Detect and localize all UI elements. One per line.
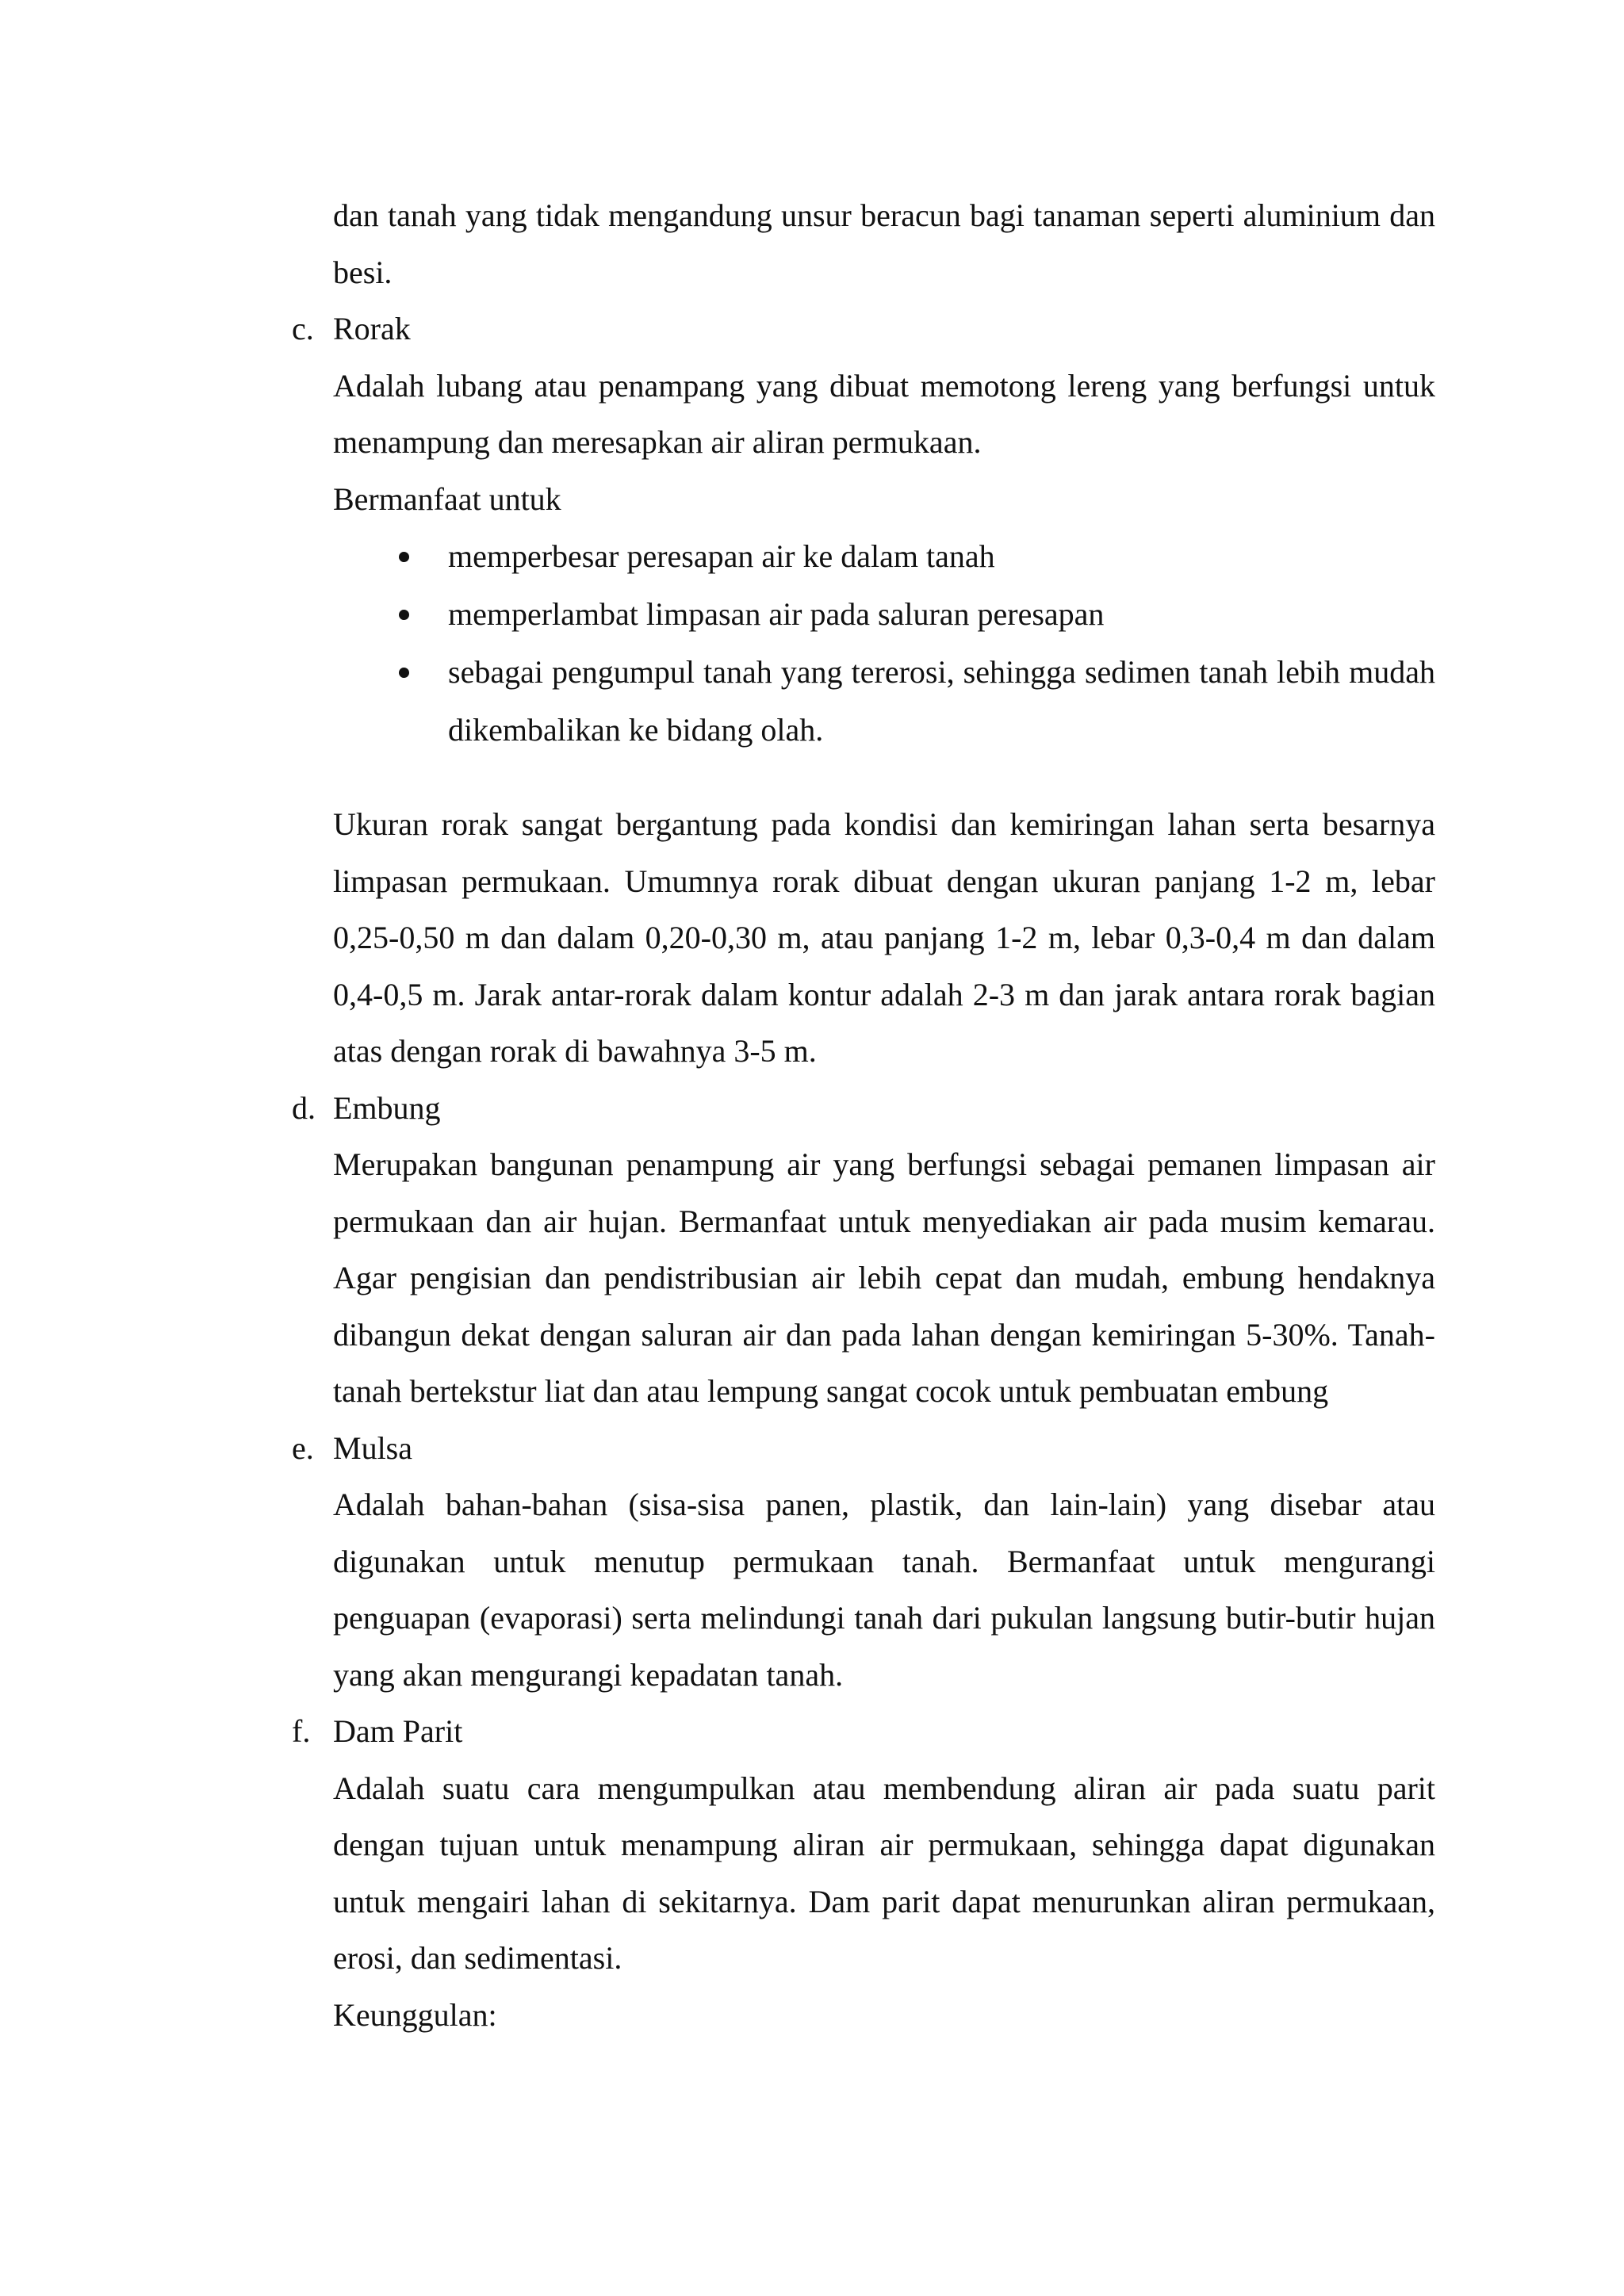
section-title: Dam Parit [333, 1713, 463, 1749]
mulsa-paragraph: Adalah bahan-bahan (sisa-sisa panen, plastik, dan lain-lain) yang disebar atau digunakan untuk menutup permukaan tanah. Bermanfaat untuk mengurangi penguapan (evaporasi) serta melindungi tanah dari pukulan langsung butir-butir hujan yang akan mengurangi kepadatan tanah. [333, 1487, 1435, 1693]
section-title: Mulsa [333, 1429, 412, 1466]
rorak-size-paragraph: Ukuran rorak sangat bergantung pada kondisi dan kemiringan lahan serta besarnya limpasan permukaan. Umumnya rorak dibuat dengan ukuran panjang 1-2 m, lebar 0,25-0,50 m dan dalam 0,20-0,30 m, atau panjang 1-2 m, lebar 0,3-0,4 m dan dalam 0,4-0,5 m. Jarak antar-rorak dalam kontur adalah 2-3 m dan jarak antara rorak bagian atas dengan rorak di bawahnya 3-5 m. [333, 806, 1435, 1069]
section-heading-dam-parit [292, 1703, 1435, 1760]
section-marker: f. [292, 1713, 311, 1749]
bullet-icon [399, 668, 409, 678]
section-heading-rorak [292, 300, 1435, 358]
continuation-paragraph: dan tanah yang tidak mengandung unsur beracun bagi tanaman seperti aluminium dan besi. [333, 197, 1435, 290]
section-marker: e. [292, 1429, 314, 1466]
section-title: Embung [333, 1089, 441, 1126]
bullet-icon [399, 552, 409, 562]
bullet-icon [399, 610, 409, 620]
section-heading-mulsa [292, 1420, 1435, 1477]
rorak-benefits-list [333, 527, 1435, 759]
dam-parit-paragraph: Adalah suatu cara mengumpulkan atau membendung aliran air pada suatu parit dengan tujuan untuk menampung aliran air permukaan, sehingga dapat digunakan untuk mengairi lahan di sekitarnya. Dam parit dapat menurunkan aliran permukaan, erosi, dan sedimentasi. [333, 1770, 1435, 1976]
dam-parit-advantages-label: Keunggulan: [333, 1996, 497, 2033]
page-content [292, 187, 1435, 2043]
list-item-text: sebagai pengumpul tanah yang tererosi, sehingga sedimen tanah lebih mudah dikembalikan ke bidang olah. [448, 654, 1435, 748]
section-marker: c. [292, 311, 314, 346]
list-item-text: memperlambat limpasan air pada saluran peresapan [448, 596, 1105, 632]
section-title: Rorak [333, 311, 411, 346]
list-item-text: memperbesar peresapan air ke dalam tanah [448, 538, 995, 574]
list-item [448, 585, 1435, 643]
embung-paragraph: Merupakan bangunan penampung air yang berfungsi sebagai pemanen limpasan air permukaan dan air hujan. Bermanfaat untuk menyediakan air pada musim kemarau. Agar pengisian dan pendistribusian air lebih cepat dan mudah, embung hendaknya dibangun dekat dengan saluran air dan pada lahan dengan kemiringan 5-30%. Tanah-tanah bertekstur liat dan atau lempung sangat cocok untuk pembuatan embung [333, 1146, 1435, 1409]
paragraph-spacer [333, 759, 1435, 796]
rorak-benefits-intro: Bermanfaat untuk [333, 480, 561, 517]
section-heading-embung [292, 1080, 1435, 1137]
section-marker: d. [292, 1089, 316, 1126]
list-item [448, 527, 1435, 585]
rorak-definition: Adalah lubang atau penampang yang dibuat memotong lereng yang berfungsi untuk menampung dan meresapkan air aliran permukaan. [333, 367, 1435, 460]
list-item [448, 643, 1435, 759]
